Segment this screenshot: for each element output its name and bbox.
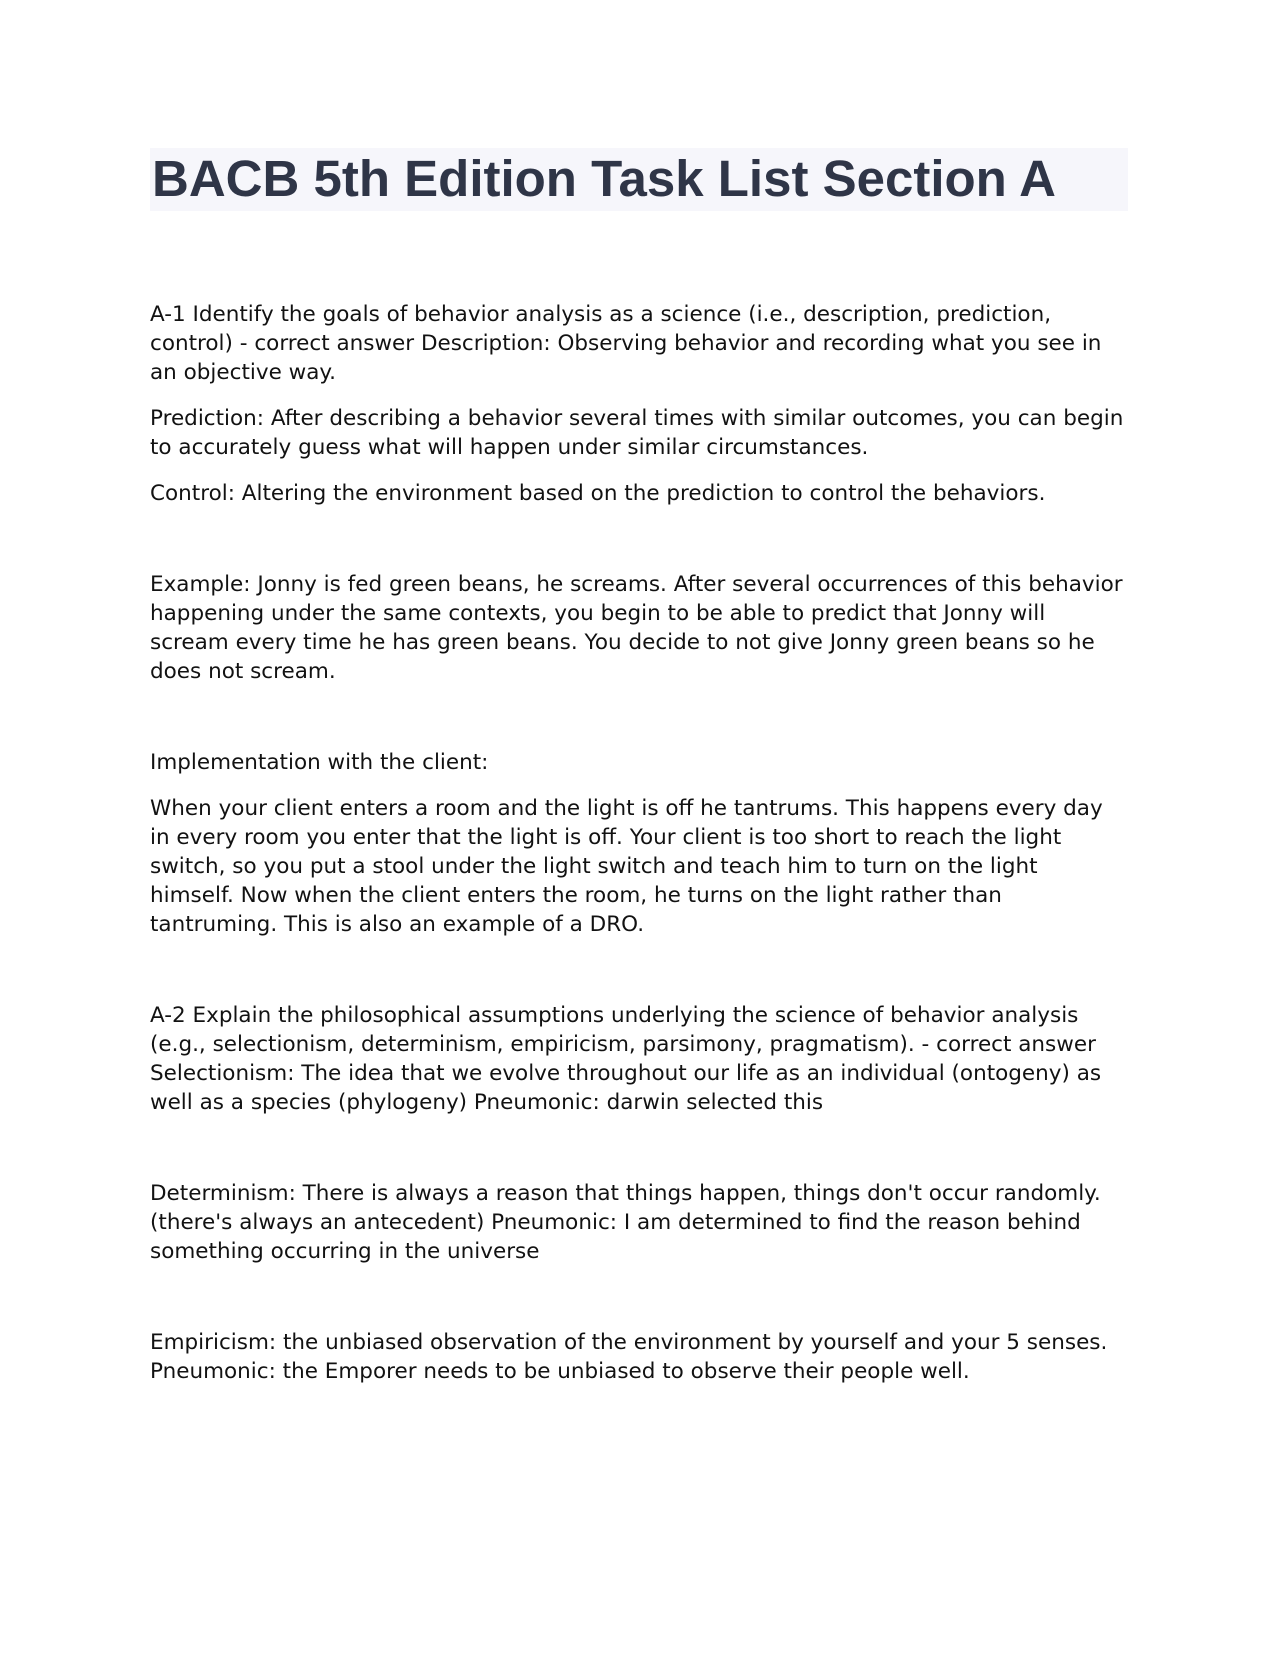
paragraph-prediction: Prediction: After describing a behavior several times with similar outcomes, you can begin to accurately guess what will happen under similar circumstances. xyxy=(150,406,1124,460)
document-title: BACB 5th Edition Task List Section A xyxy=(152,150,1056,207)
paragraph-control: Control: Altering the environment based on the prediction to control the behaviors. xyxy=(150,481,1046,506)
title-banner xyxy=(150,148,1128,211)
paragraph-determinism: Determinism: There is always a reason that things happen, things don't occur randomly. (there's always an antecedent) Pneumonic: I am determined to find the reason behind something occurring in the universe xyxy=(150,1181,1101,1264)
paragraph-a2-intro: A-2 Explain the philosophical assumptions underlying the science of behavior analysis (e.g., selectionism, determinism, empiricism, parsimony, pragmatism). - correct answer Selectionism: The idea that we evolve throughout our life as an individual (ontogeny) as well as a species (phylogeny) Pneumonic: darwin selected this xyxy=(150,1003,1102,1115)
paragraph-example: Example: Jonny is fed green beans, he screams. After several occurrences of this behavior happening under the same contexts, you begin to be able to predict that Jonny will scream every time he has green beans. You decide to not give Jonny green beans so he does not scream. xyxy=(150,572,1123,684)
document-body xyxy=(150,300,1128,1386)
document-page xyxy=(150,148,1128,1386)
paragraph-a1-intro: A-1 Identify the goals of behavior analysis as a science (i.e., description, prediction, control) - correct answer Description: Observing behavior and recording what you see in an objective way. xyxy=(150,302,1102,385)
paragraph-implementation: When your client enters a room and the light is off he tantrums. This happens every day in every room you enter that the light is off. Your client is too short to reach the light switch, so you put a stool under the light switch and teach him to turn on the light himself. Now when the client enters the room, he turns on the light rather than tantruming. This is also an example of a DRO. xyxy=(150,796,1103,937)
paragraph-empiricism: Empiricism: the unbiased observation of the environment by yourself and your 5 senses. Pneumonic: the Emporer needs to be unbiased to observe their people well. xyxy=(150,1330,1108,1384)
paragraph-implementation-heading: Implementation with the client: xyxy=(150,750,489,775)
